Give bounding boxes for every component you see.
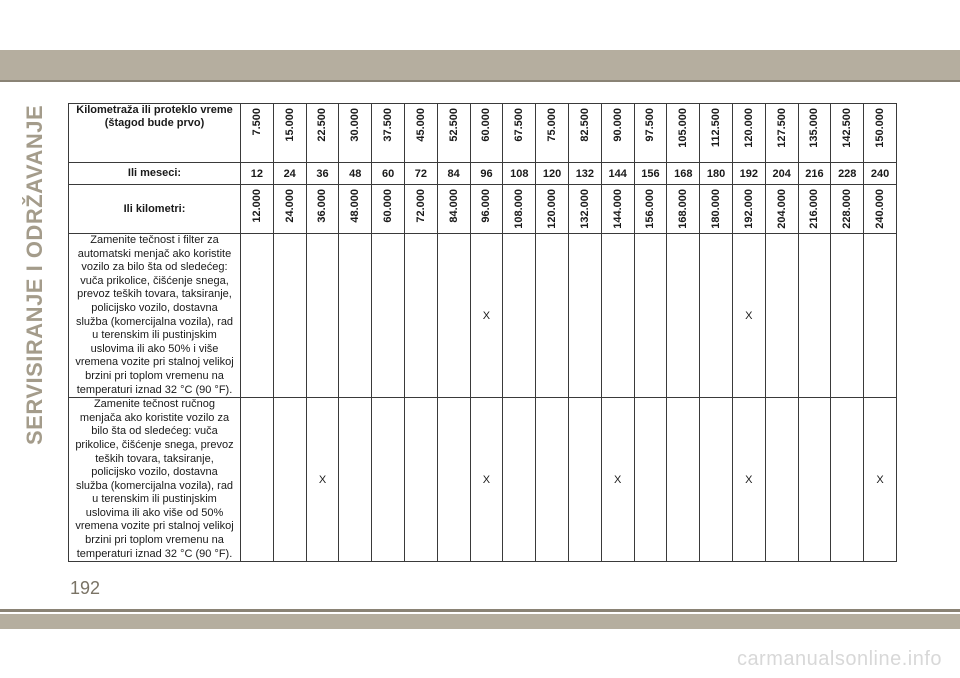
km-value: 216.000: [808, 189, 821, 229]
miles-value: 37.500: [382, 108, 395, 142]
service-interval-mark: X: [470, 398, 503, 562]
km-cell: [634, 185, 667, 234]
service-interval-mark: [339, 398, 372, 562]
km-cell: [667, 185, 700, 234]
km-value: 24.000: [283, 189, 296, 223]
km-cell: [339, 185, 372, 234]
km-cell: [306, 185, 339, 234]
service-description-line: policijsko vozilo, dostavna: [91, 466, 218, 479]
footer-rule: [0, 609, 960, 612]
km-cell: [831, 185, 864, 234]
km-cell: [798, 185, 831, 234]
service-description-line: u terenskim ili pustinjskim: [92, 329, 217, 342]
km-cell: [864, 185, 897, 234]
months-value: 156: [634, 163, 667, 185]
miles-cell: [765, 104, 798, 163]
km-value: 48.000: [349, 189, 362, 223]
miles-cell: [568, 104, 601, 163]
months-value: 60: [372, 163, 405, 185]
service-row: [69, 234, 897, 398]
miles-cell: [700, 104, 733, 163]
km-value: 60.000: [382, 189, 395, 223]
miles-cell: [601, 104, 634, 163]
miles-cell: [831, 104, 864, 163]
service-description-line: prikolice, čišćenje snega, prevoz: [75, 438, 234, 451]
service-interval-mark: [536, 234, 569, 398]
km-cell: [470, 185, 503, 234]
months-row: [69, 163, 897, 185]
km-value: 180.000: [710, 189, 723, 229]
service-interval-mark: [437, 398, 470, 562]
service-description-line: vremena vozite pri stalnoj velikoj: [75, 520, 234, 533]
service-interval-mark: [765, 398, 798, 562]
service-interval-mark: [765, 234, 798, 398]
km-cell: [241, 185, 274, 234]
months-value: 96: [470, 163, 503, 185]
service-interval-mark: [536, 398, 569, 562]
miles-value: 112.500: [710, 108, 723, 148]
header-rule: [0, 80, 960, 82]
km-cell: [372, 185, 405, 234]
service-interval-mark: X: [864, 398, 897, 562]
km-value: 156.000: [644, 189, 657, 229]
km-value: 72.000: [414, 189, 427, 223]
months-value: 204: [765, 163, 798, 185]
miles-value: 127.500: [775, 108, 788, 148]
miles-cell: [273, 104, 306, 163]
service-interval-mark: [241, 234, 274, 398]
service-description-line: uslovima ili ako više od 50%: [85, 506, 224, 519]
service-interval-mark: X: [601, 398, 634, 562]
miles-cell: [437, 104, 470, 163]
miles-value: 60.000: [480, 108, 493, 142]
months-value: 72: [404, 163, 437, 185]
km-value: 192.000: [742, 189, 755, 229]
service-interval-mark: [437, 234, 470, 398]
miles-value: 97.500: [644, 108, 657, 142]
service-interval-mark: [798, 398, 831, 562]
service-interval-mark: [667, 398, 700, 562]
service-description: [69, 398, 241, 562]
service-description-line: prevoz teških tovara, taksiranje,: [77, 288, 232, 301]
km-value: 240.000: [874, 189, 887, 229]
miles-cell: [634, 104, 667, 163]
service-description-line: vuča prikolice, čišćenje snega,: [80, 274, 229, 287]
service-description-line: Zamenite tečnost i filter za: [90, 234, 219, 246]
maintenance-schedule-table: [68, 103, 897, 562]
months-value: 36: [306, 163, 339, 185]
miles-value: 90.000: [611, 108, 624, 142]
miles-cell: [798, 104, 831, 163]
service-description-line: Zamenite tečnost ručnog: [93, 398, 216, 411]
miles-cell: [241, 104, 274, 163]
service-interval-mark: [568, 398, 601, 562]
header-stripe: [0, 50, 960, 80]
km-cell: [601, 185, 634, 234]
service-interval-mark: [568, 234, 601, 398]
service-description-line: temperaturi iznad 32 °C (90 °F).: [76, 547, 233, 560]
km-cell: [503, 185, 536, 234]
miles-value: 105.000: [677, 108, 690, 148]
months-value: 120: [536, 163, 569, 185]
service-interval-mark: X: [470, 234, 503, 398]
service-interval-mark: [241, 398, 274, 562]
months-value: 84: [437, 163, 470, 185]
miles-cell: [470, 104, 503, 163]
months-value: 48: [339, 163, 372, 185]
miles-cell: [503, 104, 536, 163]
miles-header-row: [69, 104, 897, 163]
km-value: 12.000: [250, 189, 263, 223]
footer-stripe: [0, 614, 960, 629]
km-value: 168.000: [677, 189, 690, 229]
service-description-line: brzini pri toplom vremenu na: [85, 369, 224, 382]
service-interval-mark: [700, 398, 733, 562]
km-cell: [536, 185, 569, 234]
service-interval-mark: [503, 398, 536, 562]
service-description-line: temperaturi iznad 32 °C (90 °F).: [76, 383, 233, 396]
service-description-line: uslovima ili ako 50% i više: [90, 342, 219, 355]
km-value: 36.000: [316, 189, 329, 223]
service-interval-mark: [339, 234, 372, 398]
watermark: carmanualsonline.info: [736, 648, 942, 670]
service-interval-mark: [273, 398, 306, 562]
service-interval-mark: [864, 234, 897, 398]
row-header-label: [69, 104, 241, 163]
miles-value: 135.000: [808, 108, 821, 148]
service-description-line: bilo šta od sledećeg: vuča: [91, 425, 218, 438]
months-value: 132: [568, 163, 601, 185]
service-interval-mark: [831, 234, 864, 398]
service-description-line: vozilo za bilo šta od sledećeg:: [81, 261, 228, 274]
top-margin: [0, 0, 960, 50]
service-interval-mark: X: [732, 234, 765, 398]
service-interval-mark: [306, 234, 339, 398]
miles-value: 142.500: [841, 108, 854, 148]
miles-value: 75.000: [546, 108, 559, 142]
service-description-line: brzini pri toplom vremenu na: [85, 534, 224, 547]
miles-cell: [306, 104, 339, 163]
km-cell: [732, 185, 765, 234]
months-value: 192: [732, 163, 765, 185]
km-value: 204.000: [775, 189, 788, 229]
service-description-line: služba (komercijalna vozila), rad: [75, 315, 234, 328]
miles-cell: [667, 104, 700, 163]
miles-cell: [372, 104, 405, 163]
service-interval-mark: [634, 234, 667, 398]
km-value: 228.000: [841, 189, 854, 229]
months-value: 108: [503, 163, 536, 185]
service-description: [69, 234, 241, 398]
row-header-text: Ili kilometri:: [123, 202, 186, 215]
km-cell: [765, 185, 798, 234]
miles-cell: [339, 104, 372, 163]
service-interval-mark: [798, 234, 831, 398]
miles-value: 67.500: [513, 108, 526, 142]
miles-cell: [536, 104, 569, 163]
km-cell: [437, 185, 470, 234]
row-header-text: Ili meseci:: [127, 167, 182, 179]
months-value: 144: [601, 163, 634, 185]
months-value: 12: [241, 163, 274, 185]
service-description-line: teških tovara, taksiranje,: [95, 452, 214, 465]
km-row: [69, 185, 897, 234]
miles-value: 22.500: [316, 108, 329, 142]
miles-cell: [732, 104, 765, 163]
section-side-title: SERVISIRANJE I ODRŽAVANJE: [22, 104, 47, 445]
km-value: 84.000: [447, 189, 460, 223]
miles-value: 45.000: [414, 108, 427, 142]
miles-cell: [864, 104, 897, 163]
row-header-text: Kilometraža ili proteklo vreme: [76, 104, 233, 116]
service-description-line: u terenskim ili pustinjskim: [92, 493, 217, 506]
service-interval-mark: [372, 398, 405, 562]
km-value: 96.000: [480, 189, 493, 223]
service-description-line: menjača ako koristite vozilo za: [79, 411, 230, 424]
page-number: 192: [70, 578, 101, 598]
service-description-line: policijsko vozilo, dostavna: [91, 301, 218, 314]
months-value: 228: [831, 163, 864, 185]
service-interval-mark: X: [306, 398, 339, 562]
service-interval-mark: [404, 234, 437, 398]
months-value: 180: [700, 163, 733, 185]
km-cell: [404, 185, 437, 234]
service-description-line: vremena vozite pri stalnoj velikoj: [75, 356, 234, 369]
row-header-label: [69, 185, 241, 234]
service-interval-mark: [273, 234, 306, 398]
km-value: 132.000: [578, 189, 591, 229]
km-cell: [700, 185, 733, 234]
miles-value: 120.000: [742, 108, 755, 148]
miles-value: 15.000: [283, 108, 296, 142]
months-value: 24: [273, 163, 306, 185]
km-value: 144.000: [611, 189, 624, 229]
service-description-line: služba (komercijalna vozila), rad: [75, 479, 234, 492]
row-header-text: (štagod bude prvo): [104, 117, 205, 129]
service-interval-mark: [831, 398, 864, 562]
row-header-label: [69, 163, 241, 185]
miles-value: 52.500: [447, 108, 460, 142]
miles-value: 30.000: [349, 108, 362, 142]
service-row: [69, 398, 897, 562]
service-interval-mark: [700, 234, 733, 398]
km-cell: [568, 185, 601, 234]
miles-value: 82.500: [578, 108, 591, 142]
service-interval-mark: [634, 398, 667, 562]
service-interval-mark: [667, 234, 700, 398]
service-interval-mark: [404, 398, 437, 562]
miles-cell: [404, 104, 437, 163]
service-description-line: automatski menjač ako koristite: [77, 247, 232, 260]
km-value: 108.000: [513, 189, 526, 229]
months-value: 168: [667, 163, 700, 185]
service-interval-mark: [503, 234, 536, 398]
months-value: 240: [864, 163, 897, 185]
service-interval-mark: [601, 234, 634, 398]
km-value: 120.000: [546, 189, 559, 229]
miles-value: 150.000: [874, 108, 887, 148]
service-interval-mark: X: [732, 398, 765, 562]
km-cell: [273, 185, 306, 234]
service-interval-mark: [372, 234, 405, 398]
miles-value: 7.500: [250, 108, 263, 136]
months-value: 216: [798, 163, 831, 185]
